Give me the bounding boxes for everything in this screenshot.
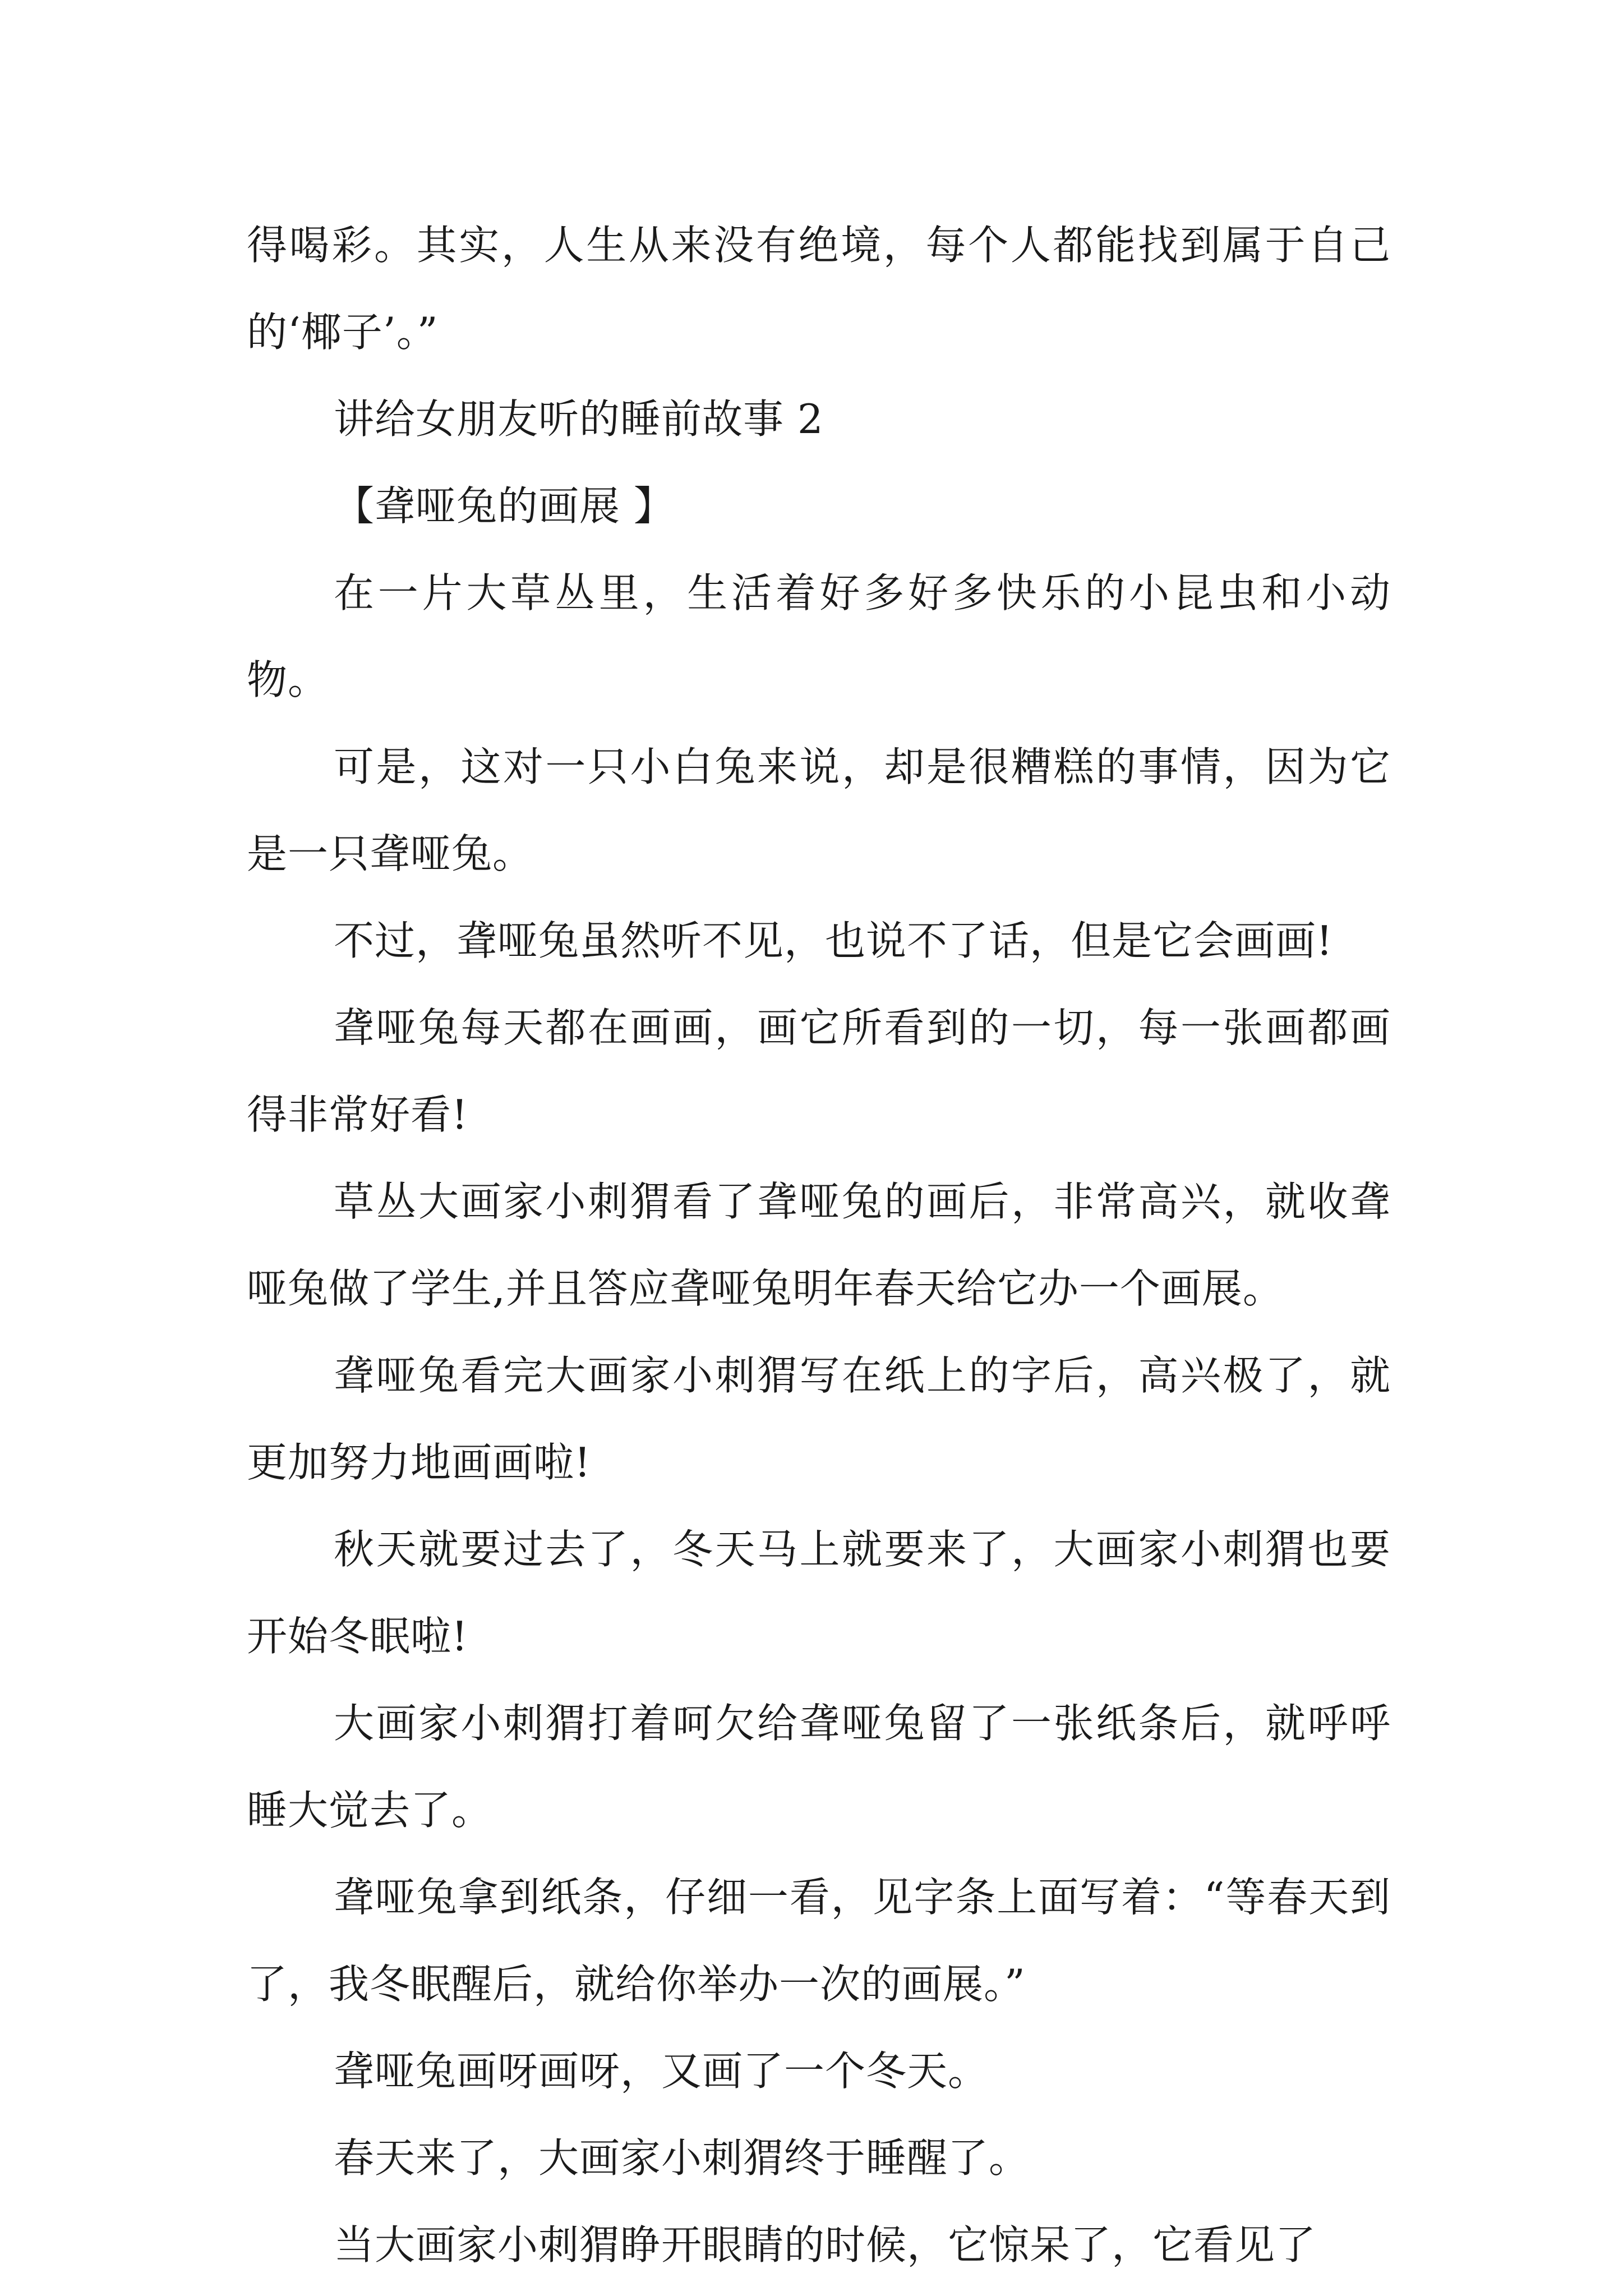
paragraph: 聋哑兔看完大画家小刺猬写在纸上的字后，高兴极了，就更加努力地画画啦! xyxy=(247,1352,1391,1486)
paragraph: 春天来了，大画家小刺猬终于睡醒了。 xyxy=(334,2134,1030,2182)
paragraph: 聋哑兔拿到纸条，仔细一看，见字条上面写着：“等春天到了，我冬眠醒后，就给你举办一次的画展。” xyxy=(247,1874,1391,2008)
document-body xyxy=(247,202,1391,2289)
paragraph: 在一片大草丛里，生活着好多好多快乐的小昆虫和小动物。 xyxy=(247,569,1391,703)
paragraph: 聋哑兔画呀画呀，又画了一个冬天。 xyxy=(334,2047,989,2095)
paragraph: 当大画家小刺猬睁开眼睛的时候，它惊呆了，它看见了 xyxy=(334,2221,1317,2269)
paragraph: 聋哑兔每天都在画画，画它所看到的一切，每一张画都画得非常好看! xyxy=(247,1004,1391,1138)
paragraph-continuation: 得喝彩。其实，人生从来没有绝境，每个人都能找到属于自己的‘椰子’。” xyxy=(247,222,1391,356)
paragraph: 大画家小刺猬打着呵欠给聋哑兔留了一张纸条后，就呼呼睡大觉去了。 xyxy=(247,1700,1391,1834)
paragraph: 不过，聋哑兔虽然听不见，也说不了话，但是它会画画! xyxy=(334,917,1333,964)
paragraph: 可是，这对一只小白兔来说，却是很糟糕的事情，因为它是一只聋哑兔。 xyxy=(247,743,1391,877)
paragraph: 秋天就要过去了，冬天马上就要来了，大画家小刺猬也要开始冬眠啦! xyxy=(247,1526,1391,1660)
paragraph: 草丛大画家小刺猬看了聋哑兔的画后，非常高兴，就收聋哑兔做了学生,并且答应聋哑兔明年春天给它办一个画展。 xyxy=(247,1178,1391,1312)
story-subtitle: 【聋哑兔的画展 】 xyxy=(334,482,675,530)
story-title: 讲给女朋友听的睡前故事 2 xyxy=(334,395,824,443)
